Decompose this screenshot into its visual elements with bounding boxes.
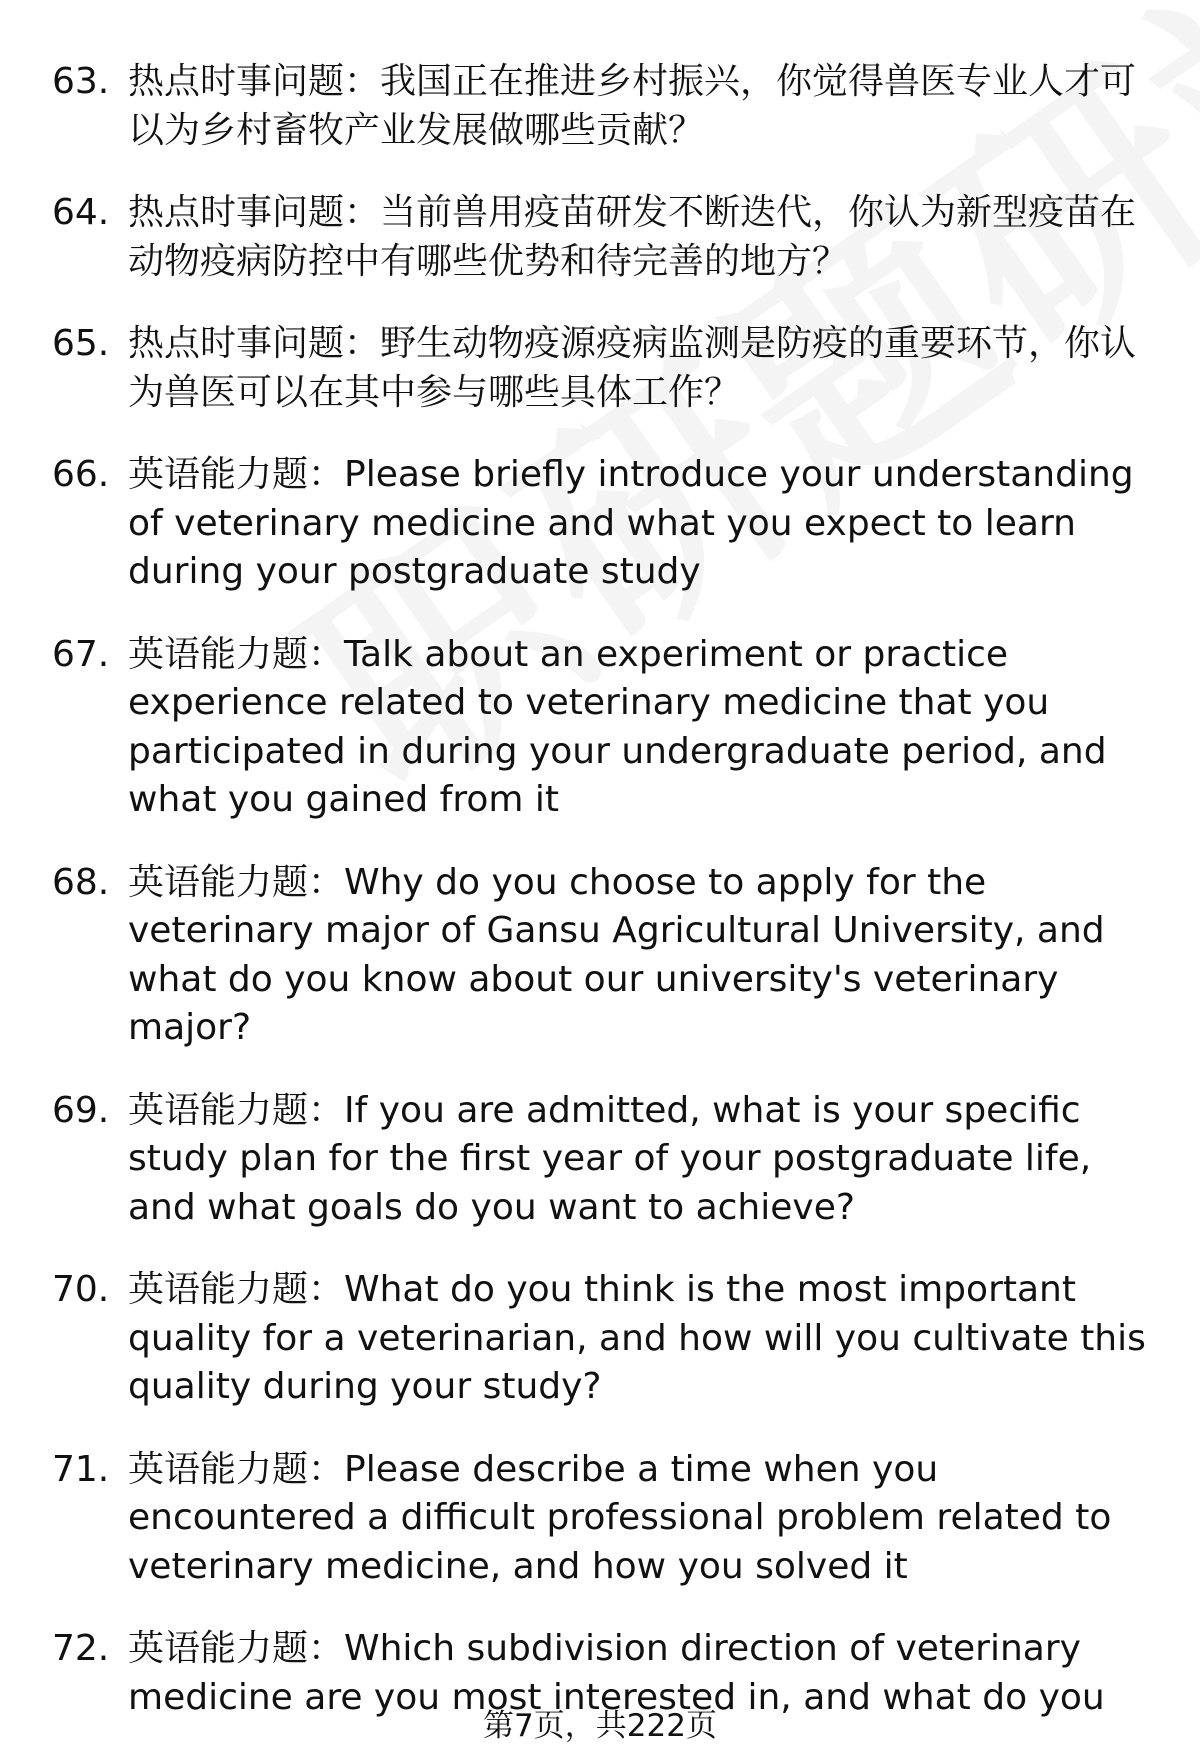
question-number: 71. xyxy=(52,1448,110,1490)
question-text: 英语能力题：Please describe a time when you encountered a difficult professional problem related to veterinary medicine, and how you solved it xyxy=(128,1448,1112,1587)
question-number: 68. xyxy=(52,861,110,903)
question-text: 英语能力题：Which subdivision direction of veterinary medicine are you most interested in, and what do you xyxy=(128,1628,1105,1718)
question-number: 70. xyxy=(52,1269,110,1310)
question-list xyxy=(52,58,1162,1725)
question-item xyxy=(52,320,1162,417)
question-number: 63. xyxy=(52,61,110,102)
question-text: 热点时事问题：野生动物疫源疫病监测是防疫的重要环节，你认为兽医可以在其中参与哪些具体工作？ xyxy=(128,323,1137,413)
question-number: 69. xyxy=(52,1089,110,1131)
question-item xyxy=(52,859,1162,1053)
question-text: 英语能力题：Talk about an experiment or practice experience related to veterinary medicine that you participated in during your undergraduate period, and what you gained from it xyxy=(128,633,1107,820)
question-number: 66. xyxy=(52,454,110,495)
question-text: 英语能力题：If you are admitted, what is your specific study plan for the first year of your postgraduate life, and what goals do you want to achieve? xyxy=(128,1089,1092,1228)
question-item xyxy=(52,58,1162,155)
question-number: 72. xyxy=(52,1628,110,1669)
question-number: 67. xyxy=(52,633,110,675)
question-item xyxy=(52,631,1162,825)
question-number: 65. xyxy=(52,323,110,364)
question-text: 英语能力题：Why do you choose to apply for the veterinary major of Gansu Agricultural University, and what do you know about our university's veterinary major? xyxy=(128,861,1105,1048)
question-text: 热点时事问题：我国正在推进乡村振兴，你觉得兽医专业人才可以为乡村畜牧产业发展做哪些贡献？ xyxy=(128,61,1137,151)
question-text: 英语能力题：What do you think is the most important quality for a veterinarian, and how will you cultivate this quality during your study? xyxy=(128,1269,1146,1407)
question-item xyxy=(52,451,1162,597)
question-item xyxy=(52,1266,1162,1412)
question-item xyxy=(52,189,1162,286)
question-number: 64. xyxy=(52,192,110,233)
question-item xyxy=(52,1087,1162,1233)
question-text: 英语能力题：Please briefly introduce your understanding of veterinary medicine and what you expect to learn during your postgraduate study xyxy=(128,454,1134,592)
question-text: 热点时事问题：当前兽用疫苗研发不断迭代，你认为新型疫苗在动物疫病防控中有哪些优势和待完善的地方？ xyxy=(128,192,1137,282)
page-footer: 第7页，共222页 xyxy=(483,1708,717,1744)
question-item xyxy=(52,1446,1162,1592)
